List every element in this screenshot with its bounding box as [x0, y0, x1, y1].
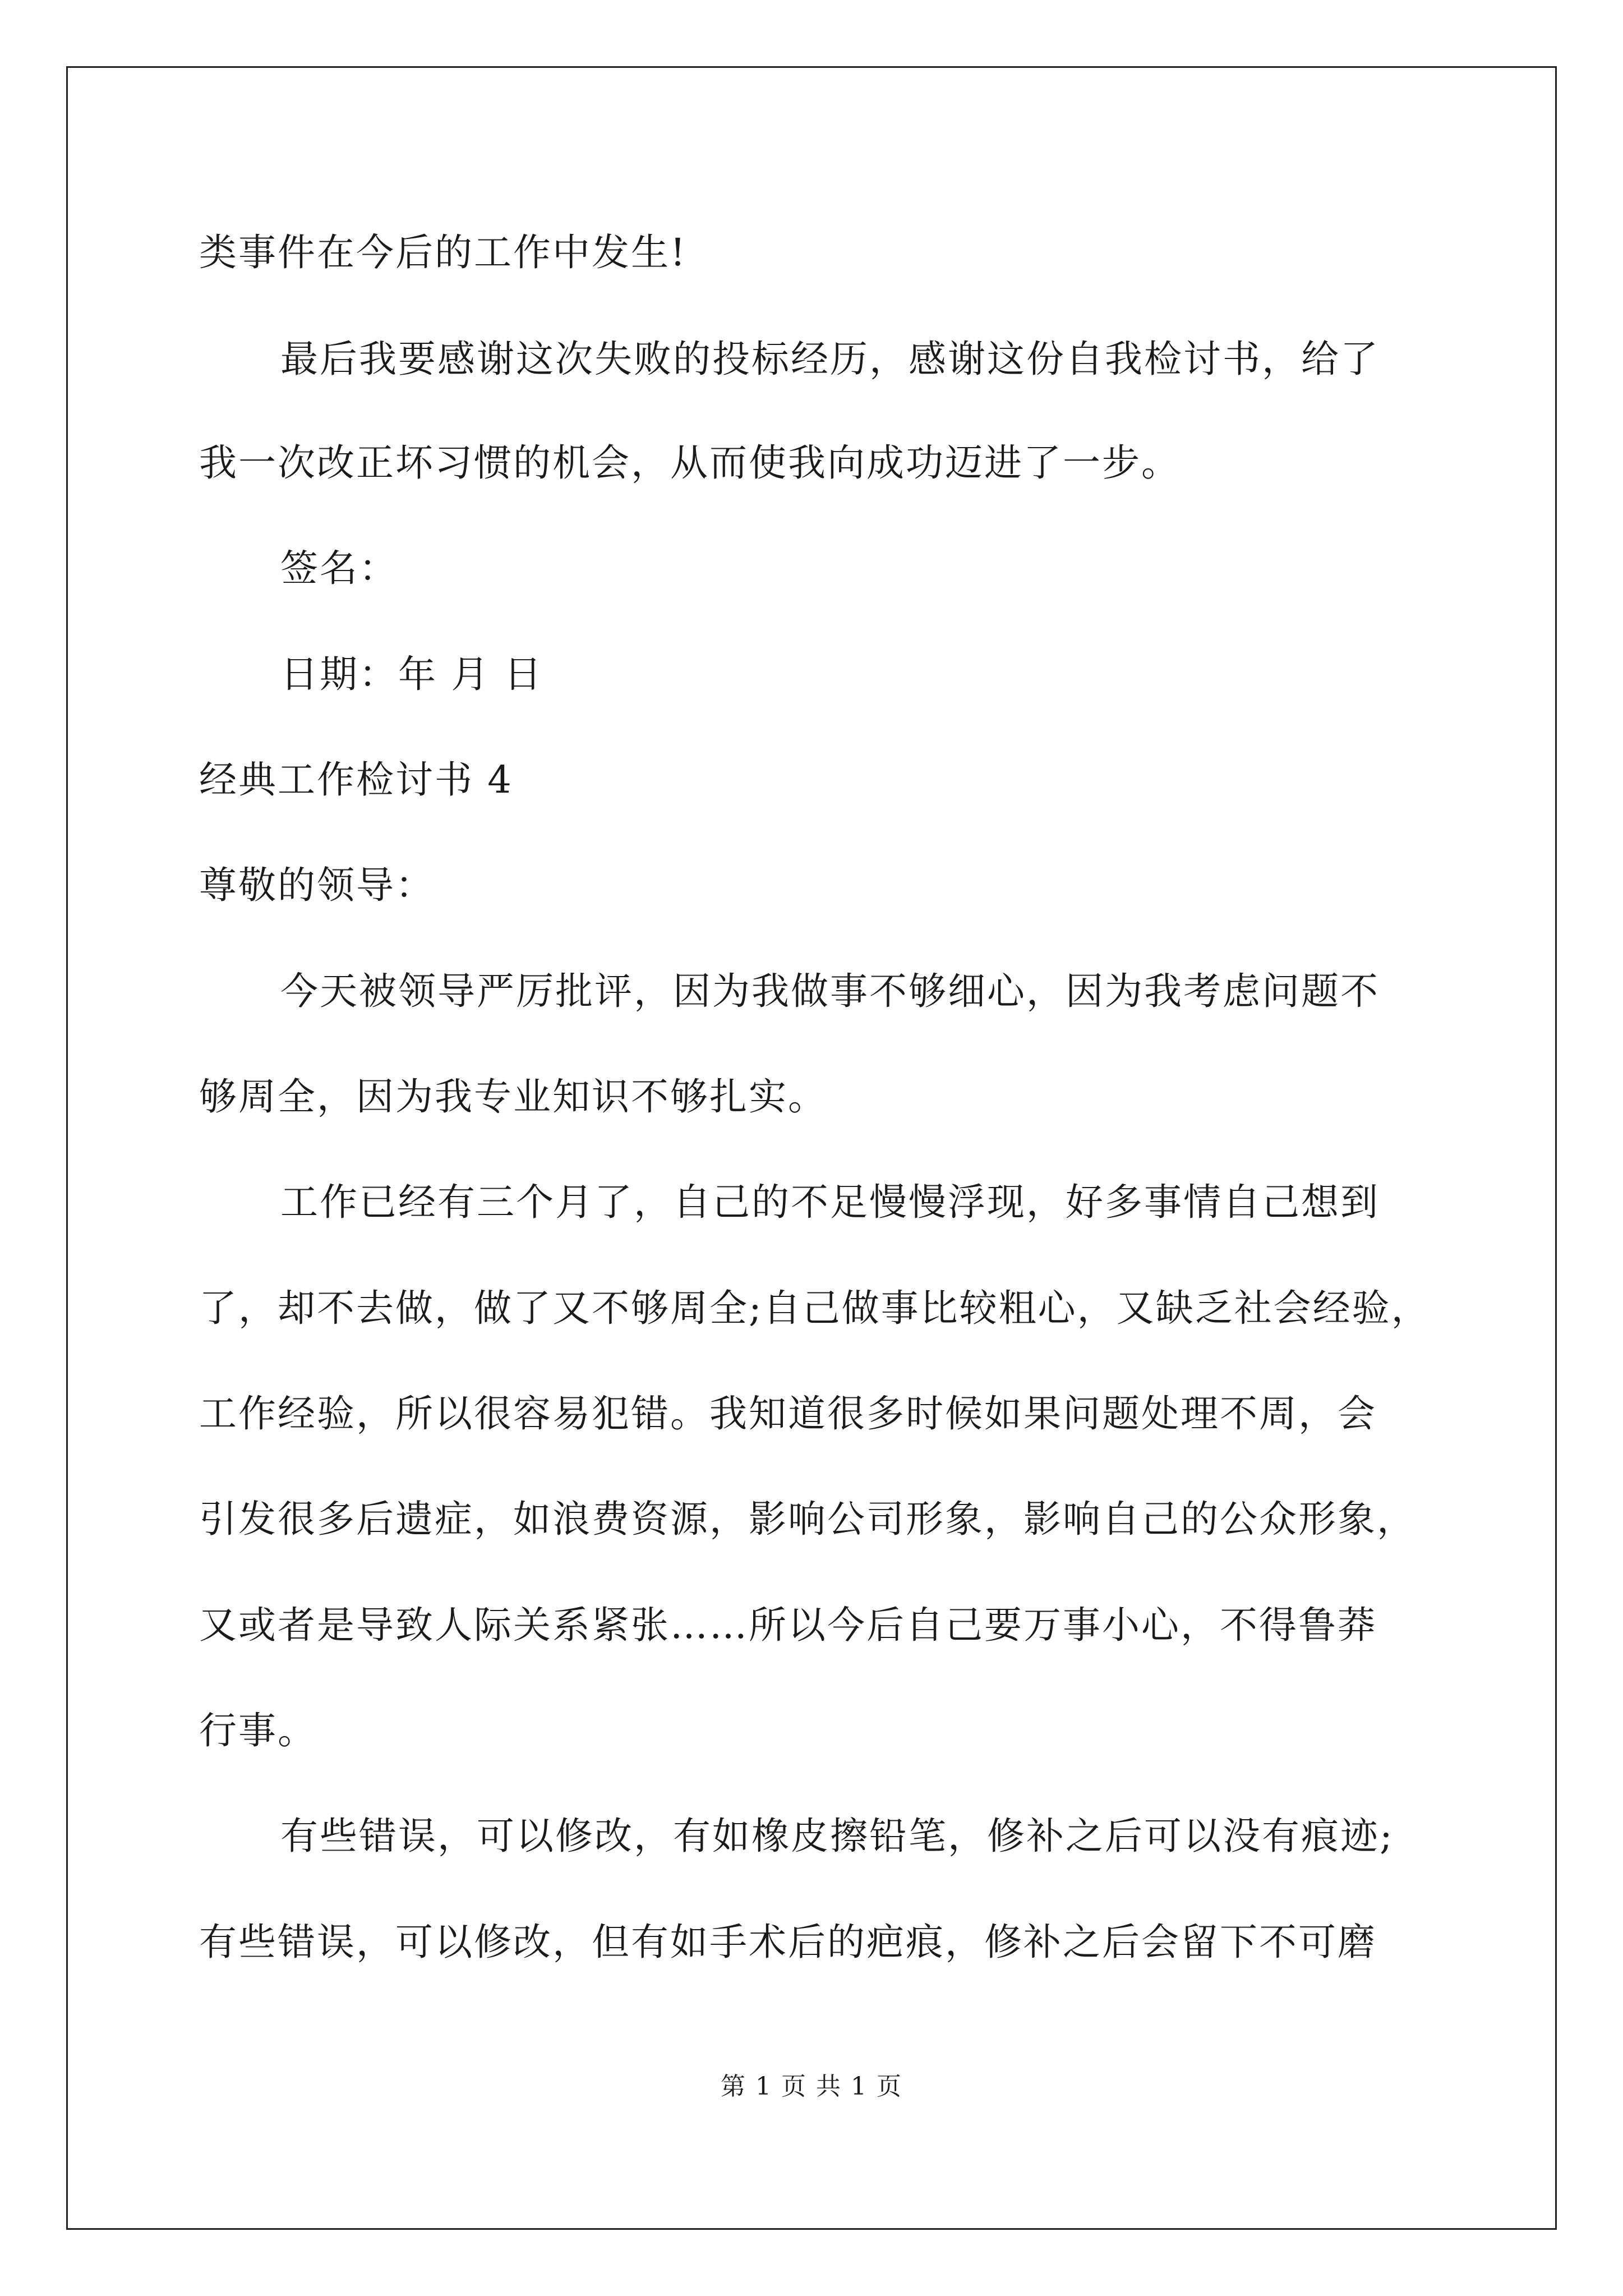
text-line: 我一次改正坏习惯的机会，从而使我向成功迈进了一步。 — [199, 441, 1181, 485]
date-label: 日期：年 月 日 — [280, 652, 543, 696]
signature-label: 签名： — [280, 546, 398, 590]
salutation: 尊敬的领导： — [199, 863, 435, 907]
section-title: 经典工作检讨书 4 — [199, 758, 513, 802]
page-border — [66, 66, 1557, 2230]
text-line: 工作已经有三个月了，自己的不足慢慢浮现，好多事情自己想到 — [280, 1180, 1380, 1224]
text-line: 有些错误，可以修改，有如橡皮擦铅笔，修补之后可以没有痕迹; — [280, 1814, 1394, 1858]
text-line: 又或者是导致人际关系紧张……所以今后自己要万事小心，不得鲁莽 — [199, 1603, 1377, 1647]
page-number-footer: 第 1 页 共 1 页 — [721, 2072, 902, 2101]
text-line: 引发很多后遗症，如浪费资源，影响公司形象，影响自己的公众形象， — [199, 1497, 1416, 1541]
text-line: 工作经验，所以很容易犯错。我知道很多时候如果问题处理不周，会 — [199, 1392, 1377, 1435]
text-line: 够周全，因为我专业知识不够扎实。 — [199, 1075, 827, 1119]
text-line: 最后我要感谢这次失败的投标经历，感谢这份自我检讨书，给了 — [280, 337, 1380, 381]
text-line: 类事件在今后的工作中发生! — [199, 231, 687, 274]
text-line: 有些错误，可以修改，但有如手术后的疤痕，修补之后会留下不可磨 — [199, 1920, 1377, 1964]
text-line: 行事。 — [199, 1709, 317, 1752]
text-line: 今天被领导严厉批评，因为我做事不够细心，因为我考虑问题不 — [280, 969, 1380, 1013]
text-line: 了，却不去做，做了又不够周全;自己做事比较粗心，又缺乏社会经验， — [199, 1286, 1431, 1330]
